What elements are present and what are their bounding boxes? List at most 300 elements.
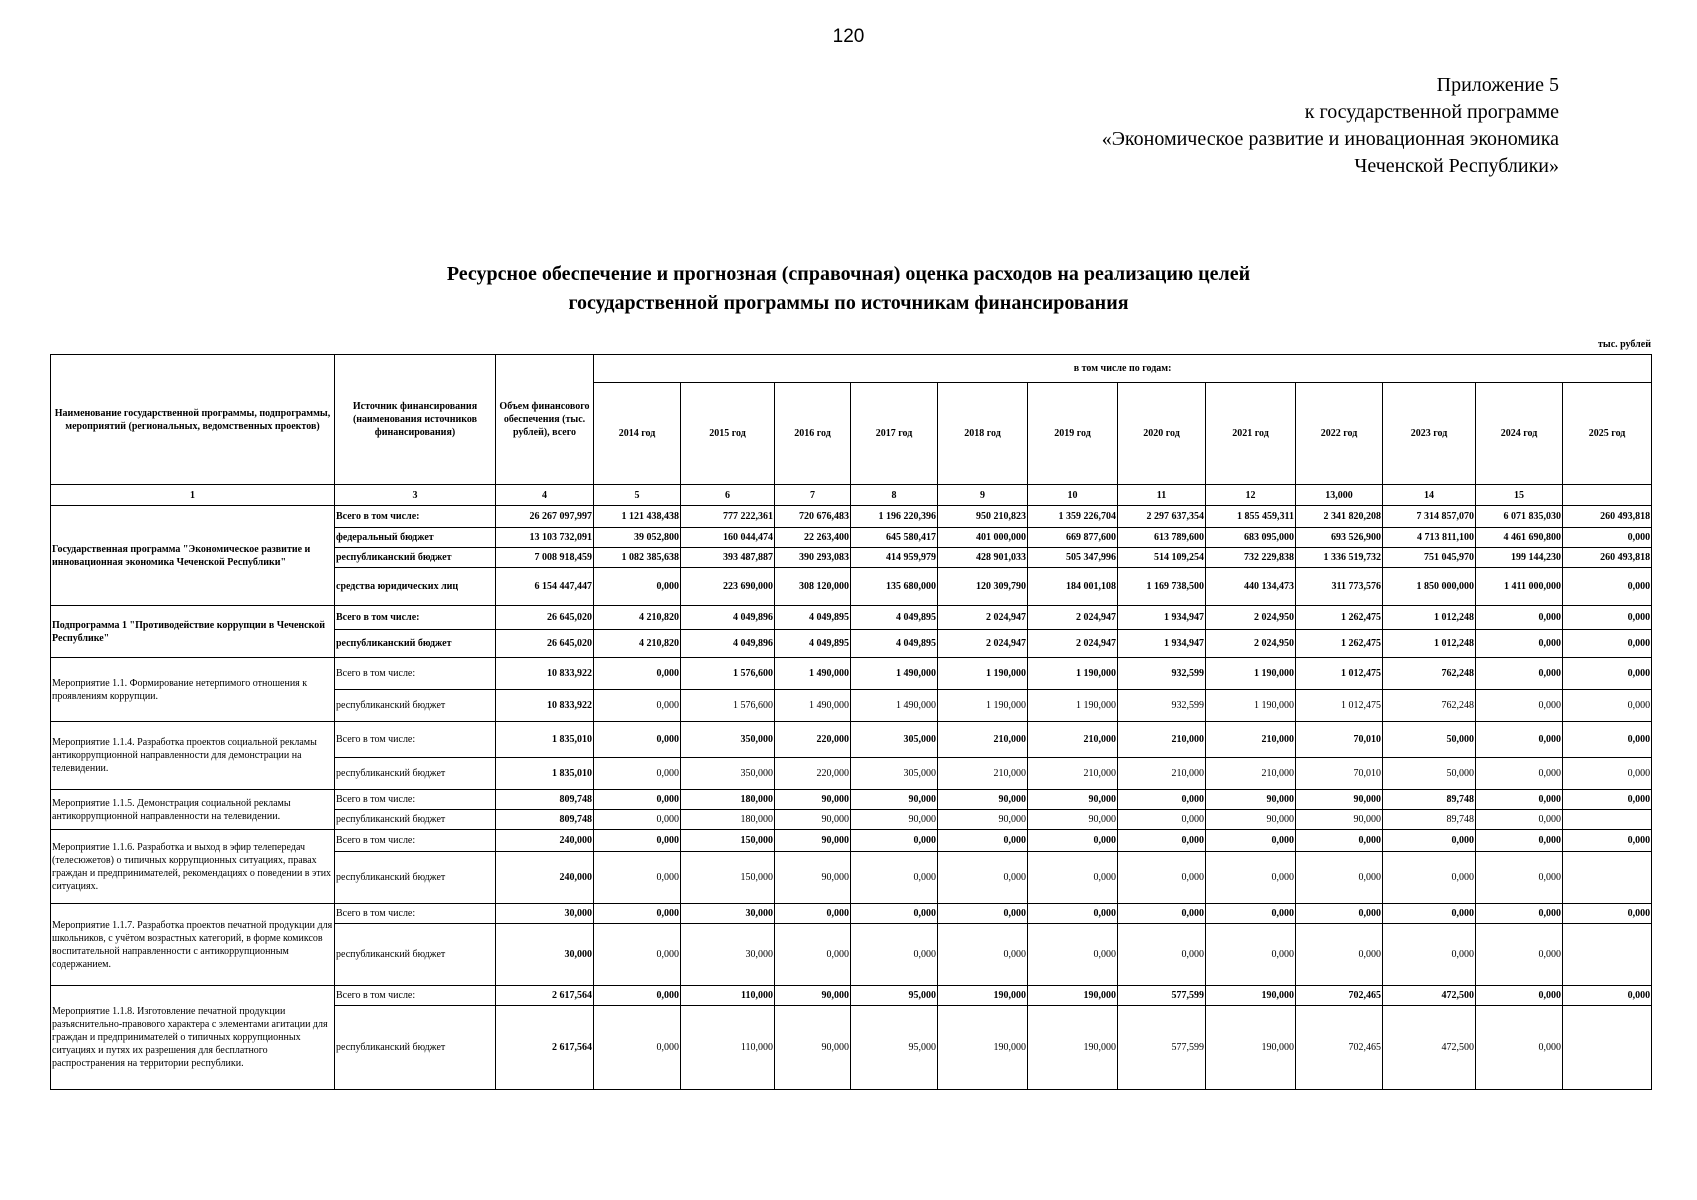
value-cell: 220,000	[775, 722, 851, 758]
value-cell: 2 024,947	[1028, 630, 1118, 658]
value-cell: 305,000	[851, 722, 938, 758]
value-cell: 0,000	[1296, 904, 1383, 924]
value-cell: 22 263,400	[775, 528, 851, 548]
value-cell: 90,000	[1028, 790, 1118, 810]
value-cell: 0,000	[594, 830, 681, 852]
value-cell: 2 341 820,208	[1296, 506, 1383, 528]
value-cell: 2 617,564	[496, 986, 594, 1006]
value-cell: 1 934,947	[1118, 630, 1206, 658]
value-cell: 13 103 732,091	[496, 528, 594, 548]
value-cell: 777 222,361	[681, 506, 775, 528]
value-cell: 10 833,922	[496, 690, 594, 722]
value-cell: 1 850 000,000	[1383, 568, 1476, 606]
table-row	[51, 506, 1652, 528]
value-cell: 1 359 226,704	[1028, 506, 1118, 528]
value-cell: 1 190,000	[1206, 658, 1296, 690]
value-cell: 0,000	[938, 852, 1028, 904]
value-cell: 210,000	[1118, 722, 1206, 758]
value-cell: 210,000	[1206, 722, 1296, 758]
row-name: Мероприятие 1.1.6. Разработка и выход в эфир телепередач (телесюжетов) о типичных коррупционных ситуациях, правах граждан и предпринимателей, рекомендациях о поведении в этих ситуациях.	[51, 830, 335, 904]
value-cell: 190,000	[938, 1006, 1028, 1090]
value-cell: 0,000	[1296, 924, 1383, 986]
value-cell: 1 934,947	[1118, 606, 1206, 630]
row-source: Всего в том числе:	[335, 506, 496, 528]
value-cell	[1563, 852, 1652, 904]
value-cell: 7 314 857,070	[1383, 506, 1476, 528]
value-cell: 190,000	[1206, 986, 1296, 1006]
value-cell: 0,000	[1563, 528, 1652, 548]
value-cell: 0,000	[938, 830, 1028, 852]
value-cell: 0,000	[851, 830, 938, 852]
value-cell: 505 347,996	[1028, 548, 1118, 568]
value-cell: 0,000	[1476, 904, 1563, 924]
value-cell: 223 690,000	[681, 568, 775, 606]
column-number: 15	[1476, 485, 1563, 506]
value-cell: 0,000	[1563, 690, 1652, 722]
value-cell: 4 049,895	[851, 630, 938, 658]
value-cell: 1 835,010	[496, 722, 594, 758]
value-cell: 95,000	[851, 986, 938, 1006]
value-cell: 0,000	[1206, 924, 1296, 986]
value-cell: 190,000	[1028, 986, 1118, 1006]
value-cell: 1 855 459,311	[1206, 506, 1296, 528]
column-number: 7	[775, 485, 851, 506]
value-cell: 50,000	[1383, 722, 1476, 758]
value-cell: 751 045,970	[1383, 548, 1476, 568]
value-cell: 305,000	[851, 758, 938, 790]
value-cell: 0,000	[1563, 790, 1652, 810]
value-cell: 0,000	[1383, 924, 1476, 986]
column-number: 12	[1206, 485, 1296, 506]
resource-table	[50, 354, 1652, 1090]
value-cell: 0,000	[1563, 986, 1652, 1006]
value-cell: 0,000	[594, 658, 681, 690]
table-row	[51, 790, 1652, 810]
value-cell: 401 000,000	[938, 528, 1028, 548]
value-cell: 0,000	[851, 904, 938, 924]
header-volume: Объем финансового обеспечения (тыс. рублей), всего	[496, 355, 594, 485]
value-cell: 95,000	[851, 1006, 938, 1090]
value-cell: 1 012,475	[1296, 690, 1383, 722]
value-cell: 577,599	[1118, 1006, 1206, 1090]
value-cell: 90,000	[1296, 810, 1383, 830]
value-cell: 190,000	[1206, 1006, 1296, 1090]
value-cell: 90,000	[1206, 790, 1296, 810]
value-cell: 6 071 835,030	[1476, 506, 1563, 528]
value-cell: 190,000	[938, 986, 1028, 1006]
row-name: Государственная программа "Экономическое развитие и инновационная экономика Чеченской Республики"	[51, 506, 335, 606]
value-cell: 110,000	[681, 986, 775, 1006]
value-cell: 762,248	[1383, 658, 1476, 690]
value-cell: 472,500	[1383, 1006, 1476, 1090]
value-cell: 26 645,020	[496, 630, 594, 658]
row-source: республиканский бюджет	[335, 1006, 496, 1090]
value-cell: 0,000	[1476, 722, 1563, 758]
value-cell: 120 309,790	[938, 568, 1028, 606]
header-year: 2015 год	[681, 383, 775, 485]
column-number: 9	[938, 485, 1028, 506]
value-cell: 260 493,818	[1563, 506, 1652, 528]
value-cell: 4 713 811,100	[1383, 528, 1476, 548]
value-cell: 90,000	[1296, 790, 1383, 810]
value-cell: 90,000	[851, 790, 938, 810]
value-cell: 89,748	[1383, 810, 1476, 830]
value-cell: 180,000	[681, 810, 775, 830]
column-number: 3	[335, 485, 496, 506]
value-cell: 90,000	[851, 810, 938, 830]
value-cell: 2 024,947	[1028, 606, 1118, 630]
value-cell: 150,000	[681, 830, 775, 852]
value-cell: 180,000	[681, 790, 775, 810]
value-cell: 0,000	[1476, 810, 1563, 830]
row-source: Всего в том числе:	[335, 722, 496, 758]
table-row	[51, 658, 1652, 690]
value-cell: 30,000	[681, 924, 775, 986]
column-number: 5	[594, 485, 681, 506]
value-cell: 1 012,248	[1383, 606, 1476, 630]
value-cell: 0,000	[1028, 830, 1118, 852]
value-cell: 950 210,823	[938, 506, 1028, 528]
value-cell: 210,000	[938, 758, 1028, 790]
value-cell: 0,000	[1118, 904, 1206, 924]
value-cell: 220,000	[775, 758, 851, 790]
header-year: 2018 год	[938, 383, 1028, 485]
value-cell: 0,000	[1476, 658, 1563, 690]
value-cell: 1 190,000	[1028, 690, 1118, 722]
annex-line-1: Приложение 5	[1436, 74, 1559, 96]
value-cell: 350,000	[681, 722, 775, 758]
value-cell: 1 490,000	[851, 658, 938, 690]
annex-line-2: к государственной программе	[1304, 101, 1559, 123]
value-cell: 0,000	[1476, 606, 1563, 630]
header-by-years: в том числе по годам:	[594, 355, 1652, 383]
value-cell: 90,000	[775, 852, 851, 904]
header-year: 2022 год	[1296, 383, 1383, 485]
value-cell: 30,000	[496, 924, 594, 986]
value-cell: 90,000	[1028, 810, 1118, 830]
value-cell: 90,000	[775, 790, 851, 810]
row-source: Всего в том числе:	[335, 986, 496, 1006]
row-source: Всего в том числе:	[335, 606, 496, 630]
title-line-1: Ресурсное обеспечение и прогнозная (справочная) оценка расходов на реализацию целей	[446, 263, 1251, 285]
value-cell: 0,000	[1383, 904, 1476, 924]
value-cell: 30,000	[496, 904, 594, 924]
value-cell: 0,000	[594, 722, 681, 758]
value-cell: 0,000	[938, 904, 1028, 924]
value-cell: 210,000	[1206, 758, 1296, 790]
value-cell: 308 120,000	[775, 568, 851, 606]
row-source: республиканский бюджет	[335, 758, 496, 790]
value-cell: 184 001,108	[1028, 568, 1118, 606]
annex-line-4: Чеченской Республики»	[1354, 155, 1559, 177]
value-cell: 10 833,922	[496, 658, 594, 690]
value-cell: 932,599	[1118, 690, 1206, 722]
value-cell: 669 877,600	[1028, 528, 1118, 548]
value-cell: 428 901,033	[938, 548, 1028, 568]
value-cell: 90,000	[938, 810, 1028, 830]
value-cell: 6 154 447,447	[496, 568, 594, 606]
value-cell: 0,000	[1563, 722, 1652, 758]
value-cell: 809,748	[496, 790, 594, 810]
value-cell: 613 789,600	[1118, 528, 1206, 548]
row-source: республиканский бюджет	[335, 548, 496, 568]
value-cell: 70,010	[1296, 758, 1383, 790]
value-cell: 0,000	[1563, 568, 1652, 606]
value-cell: 0,000	[594, 790, 681, 810]
value-cell: 0,000	[1476, 630, 1563, 658]
value-cell: 932,599	[1118, 658, 1206, 690]
value-cell: 1 196 220,396	[851, 506, 938, 528]
value-cell: 260 493,818	[1563, 548, 1652, 568]
column-number: 11	[1118, 485, 1206, 506]
value-cell: 4 049,896	[681, 606, 775, 630]
value-cell: 30,000	[681, 904, 775, 924]
row-name: Подпрограмма 1 "Противодействие коррупции в Чеченской Республике"	[51, 606, 335, 658]
annex-block	[1102, 72, 1559, 180]
value-cell: 1 490,000	[851, 690, 938, 722]
value-cell: 89,748	[1383, 790, 1476, 810]
value-cell: 1 012,248	[1383, 630, 1476, 658]
title-line-2: государственной программы по источникам финансирования	[568, 292, 1129, 314]
units-label: тыс. рублей	[1597, 339, 1651, 350]
value-cell: 160 044,474	[681, 528, 775, 548]
header-year: 2020 год	[1118, 383, 1206, 485]
value-cell: 0,000	[1563, 830, 1652, 852]
row-source: федеральный бюджет	[335, 528, 496, 548]
value-cell: 110,000	[681, 1006, 775, 1090]
value-cell: 0,000	[1476, 830, 1563, 852]
value-cell: 0,000	[1206, 904, 1296, 924]
value-cell: 0,000	[1563, 606, 1652, 630]
value-cell: 4 210,820	[594, 630, 681, 658]
value-cell: 350,000	[681, 758, 775, 790]
column-number: 1	[51, 485, 335, 506]
value-cell: 0,000	[594, 758, 681, 790]
value-cell: 702,465	[1296, 1006, 1383, 1090]
value-cell: 210,000	[1118, 758, 1206, 790]
value-cell: 0,000	[1206, 852, 1296, 904]
value-cell: 0,000	[1383, 830, 1476, 852]
row-source: Всего в том числе:	[335, 904, 496, 924]
header-year: 2016 год	[775, 383, 851, 485]
value-cell	[1563, 1006, 1652, 1090]
value-cell: 39 052,800	[594, 528, 681, 548]
header-year: 2021 год	[1206, 383, 1296, 485]
table-row	[51, 722, 1652, 758]
value-cell: 1 262,475	[1296, 606, 1383, 630]
value-cell: 7 008 918,459	[496, 548, 594, 568]
table-row	[51, 986, 1652, 1006]
value-cell: 135 680,000	[851, 568, 938, 606]
value-cell: 4 049,896	[681, 630, 775, 658]
column-number: 4	[496, 485, 594, 506]
row-source: республиканский бюджет	[335, 852, 496, 904]
value-cell: 210,000	[1028, 758, 1118, 790]
value-cell: 0,000	[594, 568, 681, 606]
value-cell: 70,010	[1296, 722, 1383, 758]
value-cell: 577,599	[1118, 986, 1206, 1006]
value-cell: 0,000	[594, 986, 681, 1006]
header-year: 2023 год	[1383, 383, 1476, 485]
header-year: 2025 год	[1563, 383, 1652, 485]
value-cell: 393 487,887	[681, 548, 775, 568]
value-cell: 0,000	[1476, 1006, 1563, 1090]
value-cell: 1 082 385,638	[594, 548, 681, 568]
value-cell: 0,000	[1118, 830, 1206, 852]
value-cell: 0,000	[1206, 830, 1296, 852]
value-cell: 0,000	[1476, 852, 1563, 904]
row-name: Мероприятие 1.1.8. Изготовление печатной продукции разъяснительно-правового характера с элементами агитации для граждан и предпринимателей о типичных коррупционных ситуациях и путях их разрешения для бесплатного распространения на территории республики.	[51, 986, 335, 1090]
value-cell: 90,000	[938, 790, 1028, 810]
value-cell: 1 576,600	[681, 690, 775, 722]
row-name: Мероприятие 1.1.7. Разработка проектов печатной продукции для школьников, с учётом возрастных категорий, в форме комиксов воспитательной направленности с антикоррупционным содержанием.	[51, 904, 335, 986]
value-cell: 2 024,950	[1206, 630, 1296, 658]
row-source: республиканский бюджет	[335, 924, 496, 986]
value-cell: 440 134,473	[1206, 568, 1296, 606]
value-cell: 0,000	[775, 904, 851, 924]
value-cell: 472,500	[1383, 986, 1476, 1006]
value-cell: 0,000	[1028, 852, 1118, 904]
value-cell: 199 144,230	[1476, 548, 1563, 568]
value-cell: 4 049,895	[851, 606, 938, 630]
value-cell: 683 095,000	[1206, 528, 1296, 548]
value-cell: 1 576,600	[681, 658, 775, 690]
value-cell: 1 490,000	[775, 658, 851, 690]
value-cell: 0,000	[1476, 924, 1563, 986]
value-cell: 0,000	[1296, 830, 1383, 852]
value-cell: 1 835,010	[496, 758, 594, 790]
table-row	[51, 606, 1652, 630]
value-cell: 0,000	[1476, 690, 1563, 722]
value-cell: 0,000	[1563, 658, 1652, 690]
value-cell: 390 293,083	[775, 548, 851, 568]
header-source: Источник финансирования (наименования источников финансирования)	[335, 355, 496, 485]
header-year: 2014 год	[594, 383, 681, 485]
value-cell: 0,000	[851, 924, 938, 986]
value-cell: 190,000	[1028, 1006, 1118, 1090]
value-cell	[1563, 810, 1652, 830]
value-cell: 0,000	[594, 924, 681, 986]
value-cell: 0,000	[775, 924, 851, 986]
value-cell: 0,000	[594, 852, 681, 904]
row-source: республиканский бюджет	[335, 630, 496, 658]
value-cell: 2 024,950	[1206, 606, 1296, 630]
column-number: 8	[851, 485, 938, 506]
row-source: средства юридических лиц	[335, 568, 496, 606]
document-title	[0, 260, 1697, 318]
value-cell: 1 190,000	[1028, 658, 1118, 690]
value-cell: 90,000	[775, 830, 851, 852]
value-cell: 26 267 097,997	[496, 506, 594, 528]
value-cell: 0,000	[1118, 790, 1206, 810]
value-cell: 0,000	[1476, 758, 1563, 790]
value-cell: 0,000	[1476, 790, 1563, 810]
value-cell: 720 676,483	[775, 506, 851, 528]
value-cell: 1 411 000,000	[1476, 568, 1563, 606]
row-source: Всего в том числе:	[335, 790, 496, 810]
value-cell: 0,000	[938, 924, 1028, 986]
header-year: 2019 год	[1028, 383, 1118, 485]
value-cell: 1 012,475	[1296, 658, 1383, 690]
value-cell: 414 959,979	[851, 548, 938, 568]
row-name: Мероприятие 1.1. Формирование нетерпимого отношения к проявлениям коррупции.	[51, 658, 335, 722]
value-cell: 50,000	[1383, 758, 1476, 790]
value-cell: 0,000	[851, 852, 938, 904]
value-cell: 0,000	[1028, 924, 1118, 986]
value-cell: 1 190,000	[1206, 690, 1296, 722]
value-cell: 90,000	[775, 1006, 851, 1090]
value-cell: 645 580,417	[851, 528, 938, 548]
value-cell: 0,000	[594, 810, 681, 830]
value-cell: 0,000	[1476, 986, 1563, 1006]
value-cell: 90,000	[775, 986, 851, 1006]
value-cell: 2 297 637,354	[1118, 506, 1206, 528]
row-name: Мероприятие 1.1.5. Демонстрация социальной рекламы антикоррупционной направленности на телевидении.	[51, 790, 335, 830]
header-name: Наименование государственной программы, подпрограммы, мероприятий (региональных, ведомственных проектов)	[51, 355, 335, 485]
value-cell: 1 190,000	[938, 658, 1028, 690]
column-number: 6	[681, 485, 775, 506]
value-cell: 4 049,895	[775, 606, 851, 630]
value-cell: 1 262,475	[1296, 630, 1383, 658]
column-number: 10	[1028, 485, 1118, 506]
value-cell: 0,000	[1563, 630, 1652, 658]
value-cell: 732 229,838	[1206, 548, 1296, 568]
value-cell: 0,000	[1563, 904, 1652, 924]
header-year: 2024 год	[1476, 383, 1563, 485]
value-cell: 0,000	[594, 1006, 681, 1090]
value-cell: 0,000	[1118, 810, 1206, 830]
header-year: 2017 год	[851, 383, 938, 485]
value-cell: 240,000	[496, 830, 594, 852]
row-source: Всего в том числе:	[335, 658, 496, 690]
value-cell: 1 169 738,500	[1118, 568, 1206, 606]
value-cell: 4 210,820	[594, 606, 681, 630]
value-cell: 0,000	[1118, 852, 1206, 904]
value-cell: 1 190,000	[938, 690, 1028, 722]
value-cell: 0,000	[594, 904, 681, 924]
row-source: республиканский бюджет	[335, 690, 496, 722]
column-number: 14	[1383, 485, 1476, 506]
value-cell: 210,000	[938, 722, 1028, 758]
value-cell: 240,000	[496, 852, 594, 904]
value-cell: 210,000	[1028, 722, 1118, 758]
value-cell: 90,000	[1206, 810, 1296, 830]
value-cell: 150,000	[681, 852, 775, 904]
value-cell: 1 121 438,438	[594, 506, 681, 528]
annex-line-3: «Экономическое развитие и иновационная экономика	[1101, 128, 1559, 150]
value-cell: 4 049,895	[775, 630, 851, 658]
value-cell: 0,000	[1383, 852, 1476, 904]
value-cell: 693 526,900	[1296, 528, 1383, 548]
value-cell: 0,000	[594, 690, 681, 722]
value-cell: 26 645,020	[496, 606, 594, 630]
value-cell: 4 461 690,800	[1476, 528, 1563, 548]
value-cell: 90,000	[775, 810, 851, 830]
value-cell: 0,000	[1563, 758, 1652, 790]
value-cell: 2 024,947	[938, 630, 1028, 658]
table-row	[51, 830, 1652, 852]
page-number: 120	[832, 26, 865, 47]
value-cell: 1 490,000	[775, 690, 851, 722]
table-row	[51, 904, 1652, 924]
column-number: 13,000	[1296, 485, 1383, 506]
row-name: Мероприятие 1.1.4. Разработка проектов социальной рекламы антикоррупционной направленности для демонстрации на телевидении.	[51, 722, 335, 790]
value-cell: 0,000	[1118, 924, 1206, 986]
column-number	[1563, 485, 1652, 506]
value-cell: 1 336 519,732	[1296, 548, 1383, 568]
value-cell: 514 109,254	[1118, 548, 1206, 568]
value-cell: 311 773,576	[1296, 568, 1383, 606]
